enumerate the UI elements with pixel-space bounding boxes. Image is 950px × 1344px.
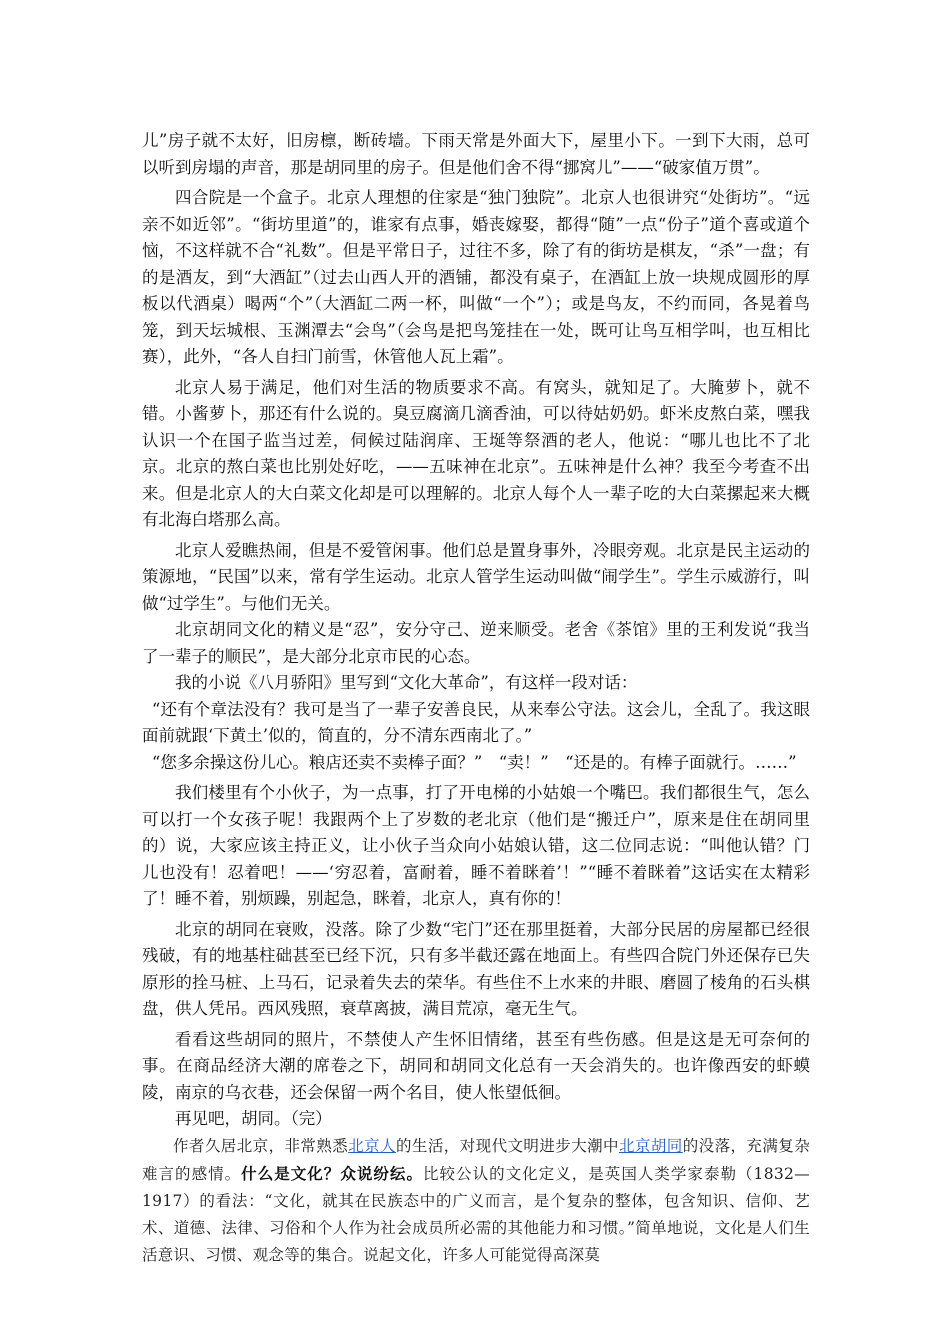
paragraph-elevator: 我们楼里有个小伙子，为一点事，打了开电梯的小姑娘一个嘴巴。我们都很生气，怎么可以打一个女孩子呢！我跟两个上了岁数的老北京（他们是“搬迁户”，原来是住在胡同里的）说，大家应该主持正义，让小伙子当众向小姑娘认错，这二位同志说：“叫他认错？门儿也没有！忍着吧！——‘穷忍着，富耐着，睡不着眯着’！”“睡不着眯着”这话实在太精彩了！睡不着，别烦躁，别起急，眯着，北京人，真有你的！ <box>142 783 810 908</box>
paragraph-novel-intro: 我的小说《八月骄阳》里写到“文化大革命”，有这样一段对话： <box>175 673 638 692</box>
essay-text: 的没落，充满复杂难言的感情。 <box>142 1136 811 1183</box>
paragraph-decline: 北京的胡同在衰败，没落。除了少数“宅门”还在那里挺着，大部分民居的房屋都已经很残破，有的地基柱础甚至已经下沉，只有多半截还露在地面上。有些四合院门外还保存已失原形的拴马桩、上马石，记录着失去的荣华。有些住不上水来的井眼、磨圆了棱角的石头棋盘，供人凭吊。西风残照，衰草离披，满目荒凉，毫无生气。 <box>142 919 810 1018</box>
link-beijing-hutong[interactable]: 北京胡同 <box>619 1136 683 1155</box>
essay-text: 作者久居北京，非常熟悉 <box>173 1136 349 1155</box>
paragraph-continued: 儿”房子就不太好，旧房檩，断砖墙。下雨天常是外面大下，屋里小下。一到下大雨，总可以听到房塌的声音，那是胡同里的房子。但是他们舍不得“挪窝儿”——“破家值万贯”。 <box>142 131 810 177</box>
paragraph-satisfaction: 北京人易于满足，他们对生活的物质要求不高。有窝头，就知足了。大腌萝卜，就不错。小酱萝卜，那还有什么说的。臭豆腐滴几滴香油，可以待姑奶奶。虾米皮熬白菜，嘿我认识一个在国子监当过差，伺候过陆润庠、王埏等祭酒的老人，他说：“哪儿也比不了北京。北京的熬白菜也比别处好吃，——五味神在北京”。五味神是什么神？我至今考查不出来。但是北京人的大白菜文化却是可以理解的。北京人每个人一辈子吃的大白菜摞起来大概有北海白塔那么高。 <box>142 377 810 529</box>
paragraph-farewell: 再见吧，胡同。（完） <box>175 1109 332 1128</box>
paragraph-photos: 看看这些胡同的照片，不禁使人产生怀旧情绪，甚至有些伤感。但是这是无可奈何的事。在商品经济大潮的席卷之下，胡同和胡同文化总有一天会消失的。也许像西安的虾蟆陵，南京的乌衣巷，还会保留一两个名目，使人怅望低徊。 <box>142 1029 810 1102</box>
essay-text: 比较公认的文化定义，是英国人类学家泰勒（1832—1917）的看法：“文化，就其在民族态中的广义而言，是个复杂的整体，包含知识、信仰、艺术、道德、法律、习俗和个人作为社会成员所必需的其他能力和习惯。”简单地说，文化是人们生活意识、习惯、观念等的集合。说起文化，许多人可能觉得高深莫 <box>142 1164 810 1264</box>
dialogue-line-2: “您多余操这份儿心。粮店还卖不卖棒子面？” “卖！” “还是的。有棒子面就行。……” <box>151 752 797 772</box>
essay-paragraph <box>142 1133 810 1269</box>
paragraph-onlookers: 北京人爱瞧热闹，但是不爱管闲事。他们总是置身事外，冷眼旁观。北京是民主运动的策源地，“民国”以来，常有学生运动。北京人管学生运动叫做“闹学生”。学生示威游行，叫做“过学生”。与他们无关。 <box>142 540 810 613</box>
essay-bold-question: 什么是文化？众说纷纭。 <box>241 1163 423 1183</box>
link-beijing-people[interactable]: 北京人 <box>348 1136 396 1155</box>
essay-text: 的生活，对现代文明进步大潮中 <box>396 1136 619 1155</box>
paragraph-siheyuan: 四合院是一个盒子。北京人理想的住家是“独门独院”。北京人也很讲究“处街坊”。“远亲不如近邻”。“街坊里道”的，谁家有点事，婚丧嫁娶，都得“随”一点“份子”道个喜或道个恼，不这样就不合“礼数”。但是平常日子，过往不多，除了有的街坊是棋友，“杀”一盘；有的是酒友，到“大酒缸”（过去山西人开的酒铺，都没有桌子，在酒缸上放一块规成圆形的厚板以代酒桌）喝两“个”（大酒缸二两一杯，叫做“一个”）；或是鸟友，不约而同，各晃着鸟笼，到天坛城根、玉渊潭去“会鸟”（会鸟是把鸟笼挂在一处，既可让鸟互相学叫，也互相比赛），此外，“各人自扫门前雪，休管他人瓦上霜”。 <box>142 188 810 366</box>
document-page <box>142 128 810 1269</box>
paragraph-endurance: 北京胡同文化的精义是“忍”，安分守己、逆来顺受。老舍《茶馆》里的王利发说“我当了一辈子的顺民”，是大部分北京市民的心态。 <box>142 620 810 666</box>
dialogue-line-1: “还有个章法没有？我可是当了一辈子安善良民，从来奉公守法。这会儿，全乱了。我这眼面前就跟‘下黄土’似的，简直的，分不清东西南北了。” <box>142 699 810 745</box>
